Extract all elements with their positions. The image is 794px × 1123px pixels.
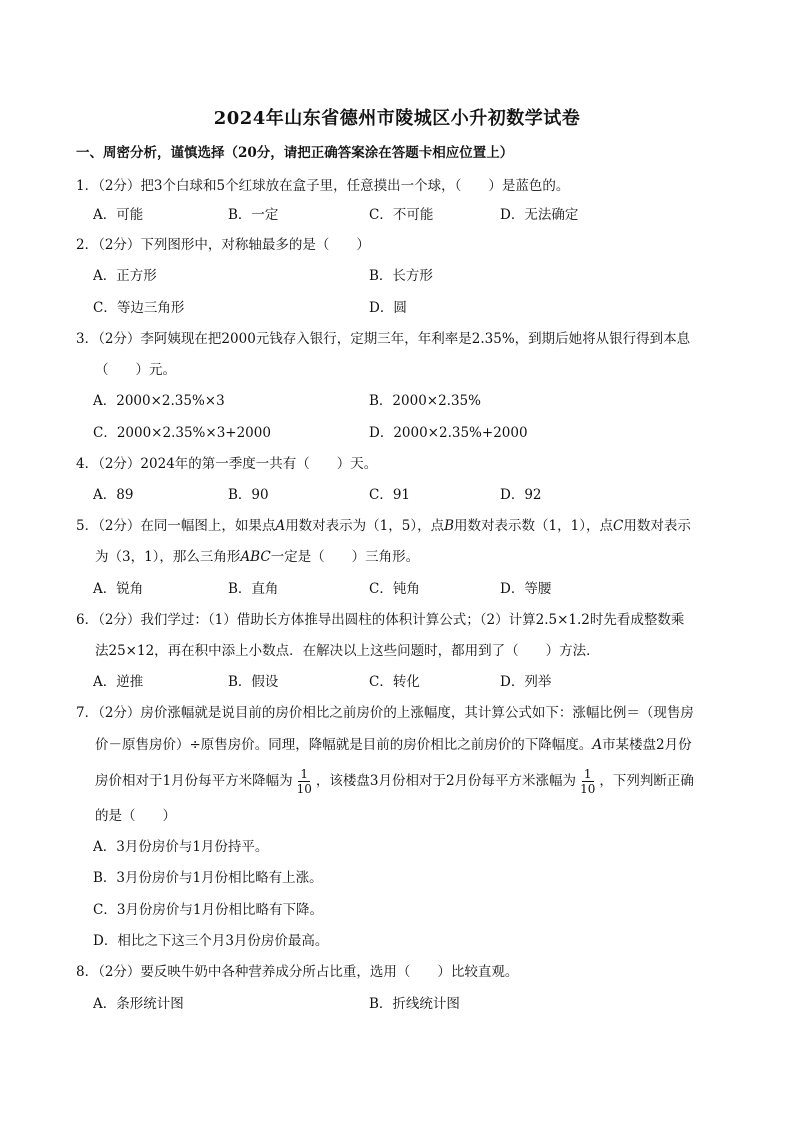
q7-text-e: ，下列判断正确 <box>599 773 694 789</box>
q1-option-a[interactable]: A．可能 <box>93 207 144 223</box>
q3-option-d[interactable]: D．2000×2.35%+2000 <box>369 425 528 441</box>
question-7-line-1: 7．（2分）房价涨幅就是说目前的房价相比之前房价的上涨幅度，其计算公式如下：涨幅比例＝（现售房 <box>76 705 694 721</box>
q7-option-a[interactable]: A．3月份房价与1月份持平。 <box>93 839 269 855</box>
q7-city-a: A <box>592 737 603 753</box>
question-1: 1．（2分）把3个白球和5个红球放在盒子里，任意摸出一个球，（ ）是蓝色的。 <box>76 178 570 194</box>
q5-triangle-abc: ABC <box>240 549 271 565</box>
q5-text-f: 一定是（ ）三角形。 <box>270 549 420 565</box>
q4-option-b[interactable]: B．90 <box>228 487 269 503</box>
q7-fraction-1-denominator: 10 <box>296 782 312 796</box>
q5-point-a: A <box>275 518 286 534</box>
q5-text-e: 为（3，1），那么三角形 <box>95 549 241 565</box>
question-5-line-2 <box>95 547 419 567</box>
q4-option-c[interactable]: C．91 <box>369 487 411 503</box>
q5-text-b: 用数对表示为（1，5），点 <box>285 518 445 534</box>
q7-fraction-2-numerator: 1 <box>583 767 592 781</box>
q1-option-c[interactable]: C．不可能 <box>369 207 434 223</box>
q7-fraction-1 <box>295 767 314 796</box>
q5-option-a[interactable]: A．锐角 <box>93 581 144 597</box>
question-3-line-1: 3．（2分）李阿姨现在把2000元钱存入银行，定期三年，年利率是2.35%，到期后她将从银行得到本息 <box>76 331 691 347</box>
q7-fraction-2-denominator: 10 <box>580 782 596 796</box>
q5-option-b[interactable]: B．直角 <box>228 581 279 597</box>
q5-point-b: B <box>444 518 455 534</box>
question-6-line-1: 6．（2分）我们学过：（1）借助长方体推导出圆柱的体积计算公式；（2）计算2.5×1.2时先看成整数乘 <box>76 612 685 628</box>
page-title: 2024年山东省德州市陵城区小升初数学试卷 <box>213 108 581 129</box>
q7-text-a: 价－原售房价）÷原售房价。同理，降幅就是目前的房价相比之前房价的下降幅度。 <box>95 737 593 753</box>
q2-option-b[interactable]: B．长方形 <box>369 268 433 284</box>
q6-option-b[interactable]: B．假设 <box>228 674 279 690</box>
q7-text-d: ，该楼盘3月份相对于2月份每平方米涨幅为 <box>315 773 577 789</box>
q5-text-a: 5．（2分）在同一幅图上，如果点 <box>76 518 276 534</box>
question-7-line-4: 的是（ ） <box>95 808 176 824</box>
q6-option-a[interactable]: A．逆推 <box>93 674 144 690</box>
q2-option-c[interactable]: C．等边三角形 <box>93 300 185 316</box>
question-5-line-1 <box>76 516 691 536</box>
question-7-line-2 <box>95 735 692 755</box>
q5-point-c: C <box>612 518 624 534</box>
q8-option-b[interactable]: B．折线统计图 <box>369 996 460 1012</box>
q4-option-d[interactable]: D．92 <box>500 487 542 503</box>
q7-text-b: 市某楼盘2月份 <box>602 737 692 753</box>
q5-text-c: 用数对表示数（1，1），点 <box>454 518 613 534</box>
question-7-line-3 <box>95 764 694 798</box>
section-heading: 一、周密分析，谨慎选择（20分，请把正确答案涂在答题卡相应位置上） <box>76 145 514 161</box>
q3-option-a[interactable]: A．2000×2.35%×3 <box>93 393 225 409</box>
q7-fraction-2 <box>578 767 597 796</box>
q7-option-c[interactable]: C．3月份房价与1月份相比略有下降。 <box>93 902 324 918</box>
question-4: 4．（2分）2024年的第一季度一共有（ ）天。 <box>76 456 378 472</box>
question-6-line-2: 法25×12，再在积中添上小数点．在解决以上这些问题时，都用到了（ ）方法． <box>95 643 600 659</box>
q7-option-d[interactable]: D．相比之下这三个月3月份房价最高。 <box>93 933 329 949</box>
question-3-line-2: （ ）元。 <box>95 362 176 378</box>
q7-option-b[interactable]: B．3月份房价与1月份相比略有上涨。 <box>93 870 323 886</box>
q2-option-a[interactable]: A．正方形 <box>93 268 157 284</box>
q1-option-d[interactable]: D．无法确定 <box>500 207 579 223</box>
q6-option-c[interactable]: C．转化 <box>369 674 420 690</box>
q5-text-d: 用数对表示 <box>623 518 691 534</box>
q3-option-c[interactable]: C．2000×2.35%×3+2000 <box>93 425 271 441</box>
q7-fraction-1-numerator: 1 <box>300 767 309 781</box>
q5-option-d[interactable]: D．等腰 <box>500 581 552 597</box>
q3-option-b[interactable]: B．2000×2.35% <box>369 393 481 409</box>
q8-option-a[interactable]: A．条形统计图 <box>93 996 184 1012</box>
question-8: 8．（2分）要反映牛奶中各种营养成分所占比重，选用（ ）比较直观。 <box>76 964 519 980</box>
q1-option-b[interactable]: B．一定 <box>228 207 279 223</box>
q7-text-c: 房价相对于1月份每平方米降幅为 <box>95 773 293 789</box>
question-2: 2．（2分）下列图形中，对称轴最多的是（ ） <box>76 237 370 253</box>
q6-option-d[interactable]: D．列举 <box>500 674 552 690</box>
q5-option-c[interactable]: C．钝角 <box>369 581 420 597</box>
q4-option-a[interactable]: A．89 <box>93 487 134 503</box>
q2-option-d[interactable]: D．圆 <box>369 300 407 316</box>
